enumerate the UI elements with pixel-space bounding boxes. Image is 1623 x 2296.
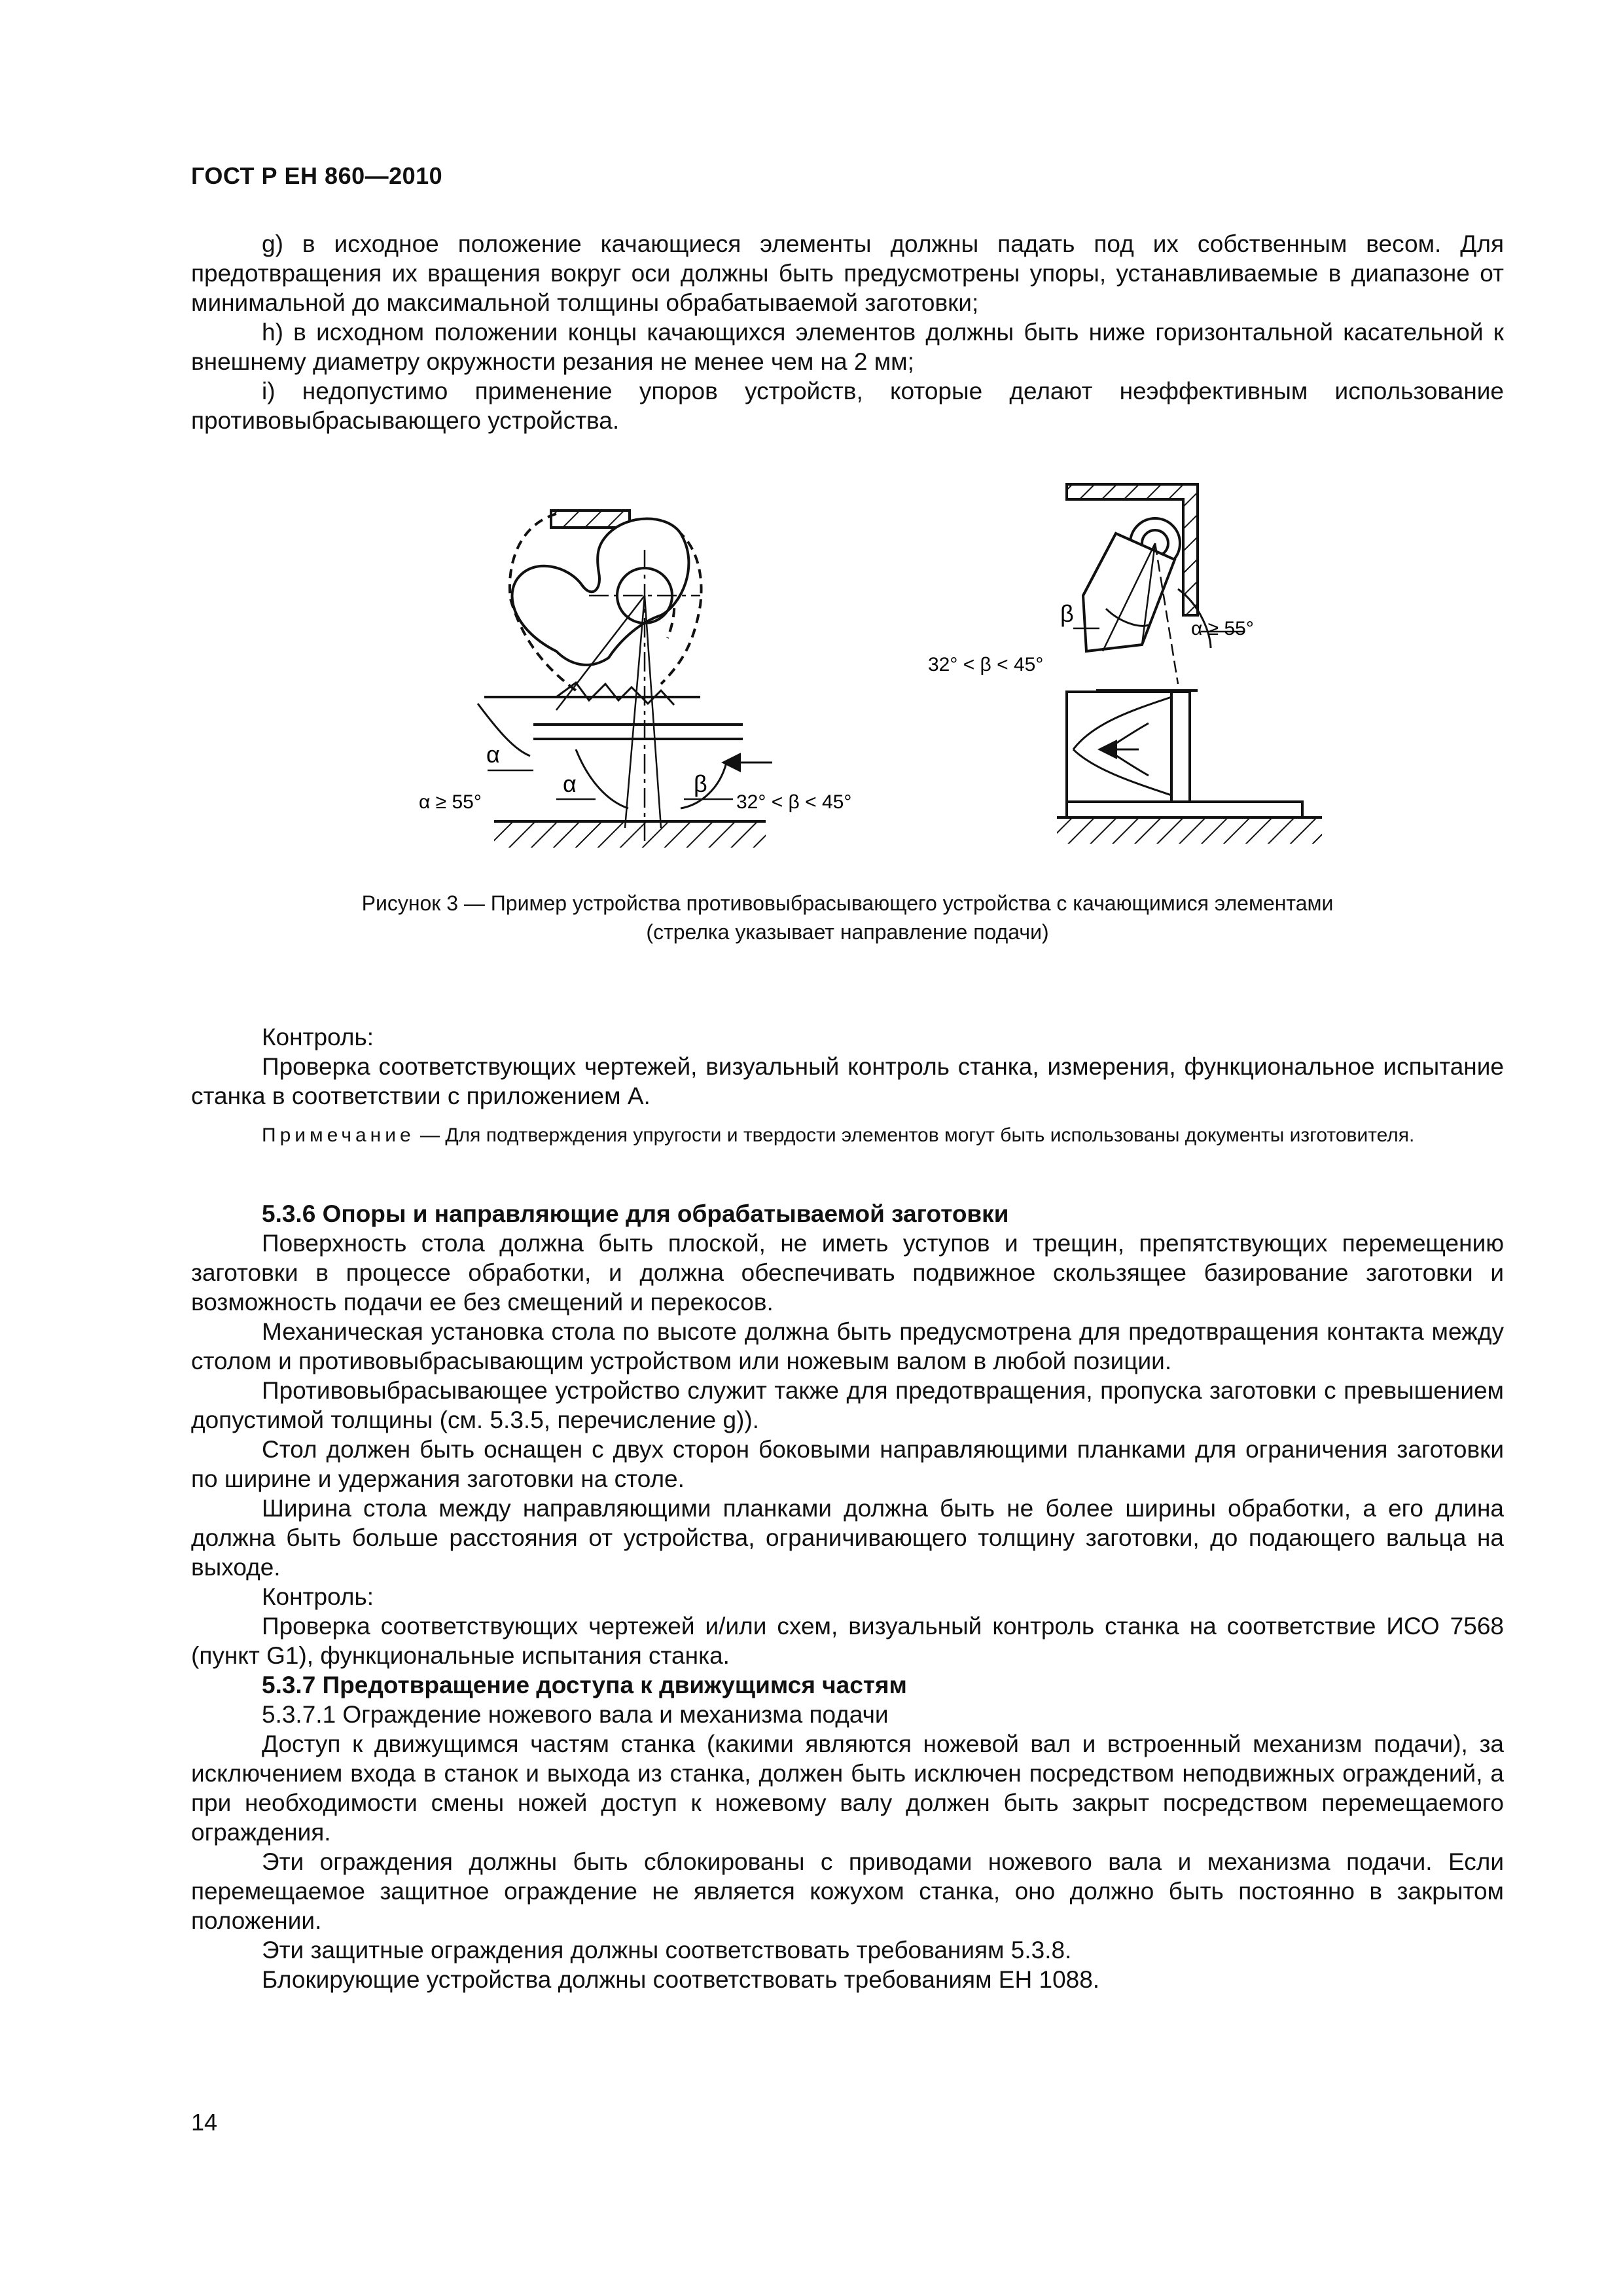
left-alpha-label-2: α bbox=[563, 770, 577, 797]
section-5-3-6-p3: Противовыбрасывающее устройство служит также для предотвращения, пропуска заготовки с превышением допустимой толщины (см. 5.3.5, перечисление g)). bbox=[191, 1377, 1504, 1433]
section-5-3-6-p5: Ширина стола между направляющими планками должна быть не более ширины обработки, а его длина должна быть больше расстояния от устройства, ограничивающего толщину заготовки, до подающего вальца на выходе. bbox=[191, 1495, 1504, 1581]
right-beta-label: β bbox=[1060, 600, 1074, 627]
figure-caption-line-1: Рисунок 3 — Пример устройства противовыбрасывающего устройства с качающимися элементами bbox=[361, 891, 1334, 915]
section-5-3-7-heading: 5.3.7 Предотвращение доступа к движущимся частям bbox=[262, 1672, 907, 1698]
right-beta-condition: 32° < β < 45° bbox=[928, 654, 1044, 675]
intro-block bbox=[191, 229, 1504, 435]
section-5-3-7-p4: Блокирующие устройства должны соответствовать требованиям ЕН 1088. bbox=[262, 1966, 1100, 1993]
figure-caption-line-2: (стрелка указывает направление подачи) bbox=[646, 920, 1049, 944]
note bbox=[191, 1122, 1504, 1149]
section-5-3-7-p3: Эти защитные ограждения должны соответствовать требованиям 5.3.8. bbox=[262, 1937, 1072, 1964]
section-5-3-6-control-text: Проверка соответствующих чертежей и/или схем, визуальный контроль станка на соответствие ИСО 7568 (пункт G1), функциональные испытания станка. bbox=[191, 1613, 1504, 1669]
left-beta-label: β bbox=[694, 770, 707, 797]
section-5-3-6-control-label: Контроль: bbox=[262, 1583, 374, 1610]
section-5-3-6-p4: Стол должен быть оснащен с двух сторон боковыми направляющими планками для ограничения заготовки по ширине и удержания заготовки на столе. bbox=[191, 1436, 1504, 1492]
control-label-1: Контроль: bbox=[262, 1024, 374, 1050]
section-5-3-7-p1: Доступ к движущимся частям станка (какими являются ножевой вал и встроенный механизм подачи), за исключением входа в станок и выхода из станка, должен быть исключен посредством неподвижных ограждений, а при необходимости смены ножей доступ к ножевому валу должен быть закрыт посредством перемещаемого ограждения. bbox=[191, 1731, 1504, 1846]
left-alpha-condition: α ≥ 55° bbox=[419, 791, 482, 813]
right-alpha-condition: α ≥ 55° bbox=[1191, 618, 1254, 639]
left-alpha-label-1: α bbox=[486, 741, 500, 768]
section-5-3-6-p2: Механическая установка стола по высоте должна быть предусмотрена для предотвращения контакта между столом и противовыбрасывающим устройством или ножевым валом в любой позиции. bbox=[191, 1318, 1504, 1374]
section-5-3-6-heading: 5.3.6 Опоры и направляющие для обрабатываемой заготовки bbox=[262, 1200, 1009, 1227]
section-5-3-7-1-subheading: 5.3.7.1 Ограждение ножевого вала и механизма подачи bbox=[262, 1701, 889, 1728]
document-header: ГОСТ Р ЕН 860—2010 bbox=[191, 162, 443, 189]
intro-item-g: g) в исходное положение качающиеся элементы должны падать под их собственным весом. Для предотвращения их вращения вокруг оси должны быть предусмотрены упоры, устанавливаемые в диапазоне от минимальной до максимальной толщины обрабатываемой заготовки; bbox=[191, 230, 1504, 316]
intro-item-h: h) в исходном положении концы качающихся элементов должны быть ниже горизонтальной касательной к внешнему диаметру окружности резания не менее чем на 2 мм; bbox=[191, 319, 1504, 375]
control-text-1: Проверка соответствующих чертежей, визуальный контроль станка, измерения, функциональное испытание станка в соответствии с приложением А. bbox=[191, 1053, 1504, 1109]
right-drawing bbox=[1057, 484, 1322, 844]
section-5-3-6 bbox=[191, 1199, 1504, 1994]
section-5-3-6-p1: Поверхность стола должна быть плоской, не иметь уступов и трещин, препятствующих перемещению заготовки в процессе обработки, и должна обеспечивать подвижное скользящее базирование заготовки и возможность подачи ее без смещений и перекосов. bbox=[191, 1230, 1504, 1316]
note-label: Примечание bbox=[262, 1124, 415, 1146]
figure-caption bbox=[191, 889, 1504, 946]
page-number: 14 bbox=[191, 2109, 218, 2136]
intro-item-i: i) недопустимо применение упоров устройств, которые делают неэффективным использование противовыбрасывающего устройства. bbox=[191, 378, 1504, 434]
control-block-1 bbox=[191, 1022, 1504, 1149]
note-text: — Для подтверждения упругости и твердости элементов могут быть использованы документы изготовителя. bbox=[414, 1124, 1415, 1146]
section-5-3-7-p2: Эти ограждения должны быть сблокированы с приводами ножевого вала и механизма подачи. Если перемещаемое защитное ограждение не является кожухом станка, оно должно быть постоянно в закрытом положении. bbox=[191, 1848, 1504, 1934]
left-drawing bbox=[478, 511, 772, 848]
left-beta-condition: 32° < β < 45° bbox=[736, 791, 852, 813]
figure-3 bbox=[393, 475, 1342, 893]
